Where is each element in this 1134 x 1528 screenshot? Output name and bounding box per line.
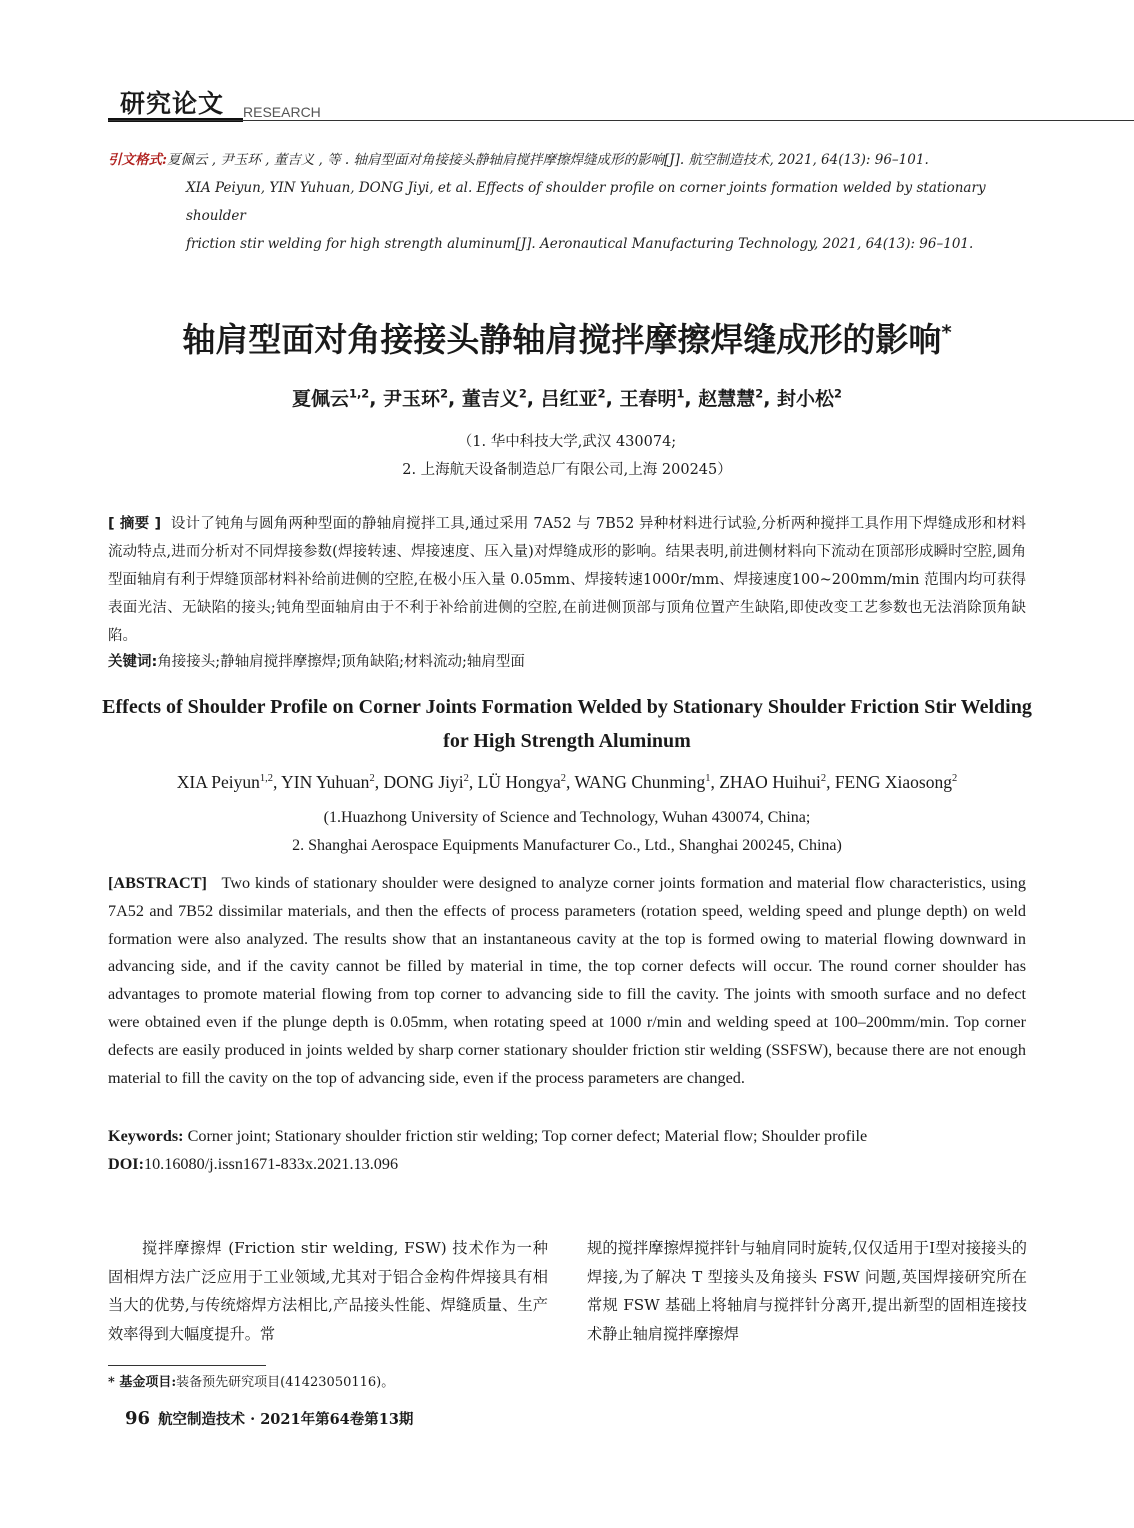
title-cn-text: 轴肩型面对角接接头静轴肩搅拌摩擦焊缝成形的影响 (182, 320, 942, 359)
affiliations-cn (0, 428, 1134, 484)
abstract-en-label: [ABSTRACT] (108, 874, 207, 892)
author-cn: 王春明$^1$, (619, 386, 692, 410)
title-en: Effects of Shoulder Profile on Corner Joints Formation Welded by Stationary Shoulder Friction Stir Welding for High Strength Aluminum (102, 696, 1032, 752)
journal-issue: 航空制造技术 · 2021年第64卷第13期 (158, 1411, 414, 1428)
citation-line-3: friction stir welding for high strength aluminum[J]. Aeronautical Manufacturing Technology, 2021, 64(13): 96–101. (186, 236, 974, 252)
keywords-cn (108, 648, 1026, 676)
author-cn: 吕红亚$^2$, (540, 386, 613, 410)
footnote-rule (108, 1365, 266, 1366)
section-subtitle: RESEARCH (243, 104, 321, 120)
affiliation-en-2: 2. Shanghai Aerospace Equipments Manufacturer Co., Ltd., Shanghai 200245, China) (292, 837, 842, 854)
author-cn: 董吉义$^2$, (461, 386, 535, 410)
body-column-left: 搅拌摩擦焊 (Friction stir welding, FSW) 技术作为一种固相焊方法广泛应用于工业领域,尤其对于铝合金构件焊接具有相当大的优势,与传统熔焊方法相比,产品接头性能、焊缝质量、生产效率得到大幅度提升。常 (108, 1239, 548, 1343)
doi-label: DOI: (108, 1155, 144, 1173)
author-cn: 尹玉环$^2$, (383, 386, 456, 410)
author-en: ZHAO Huihui$^2$, (719, 772, 831, 792)
author-en: LÜ Hongya$^2$, (477, 772, 571, 792)
keywords-en-text: Corner joint; Stationary shoulder friction stir welding; Top corner defect; Material flow; Shoulder profile (187, 1127, 868, 1145)
keywords-en (108, 1122, 1038, 1150)
abstract-en (108, 870, 1026, 1092)
abstract-cn-label: [ 摘要 ] (108, 516, 162, 532)
keywords-en-label: Keywords: (108, 1127, 184, 1145)
abstract-cn-text: 设计了钝角与圆角两种型面的静轴肩搅拌工具,通过采用 7A52 与 7B52 异种材料进行试验,分析两种搅拌工具作用下焊缝成形和材料流动特点,进而分析对不同焊接参数(焊接转速、焊接速度、压入量)对焊缝成形的影响。结果表明,前进侧材料向下流动在顶部形成瞬时空腔,圆角型面轴肩有利于焊缝顶部材料补给前进侧的空腔,在极小压入量 0.05mm、焊接转速1000r/mm、焊接速度100~200mm/min 范围内均可获得表面光洁、无缺陷的接头;钝角型面轴肩由于不利于补给前进侧的空腔,在前进侧顶部与顶角位置产生缺陷,即使改变工艺参数也无法消除顶角缺陷。 (108, 516, 1027, 644)
authors-en (0, 772, 1134, 793)
abstract-en-text: Two kinds of stationary shoulder were designed to analyze corner joints formation and material flow characteristics, using 7A52 and 7B52 dissimilar materials, and then the effects of process parameters (rotation speed, welding speed and plunge depth) on weld formation were also analyzed. The results show that an instantaneous cavity at the top is formed owing to material flowing downward in advancing side, and if the cavity cannot be filled by material in time, the top corner defects will occur. The round corner shoulder has advantages to promote material flowing from top corner to advancing side to fill the cavity. The joints with smooth surface and no defect were obtained even if the plunge depth is 0.05mm, when rotating speed at 1000 r/min and welding speed at 100–200mm/min. Top corner defects are easily produced in joints welded by sharp corner stationary shoulder friction stir welding (SSFSW), because there are not enough material to fill the cavity on the top of advancing side, even if the process parameters are changed. (108, 874, 1026, 1087)
author-en: DONG Jiyi$^2$, (383, 772, 474, 792)
page-footer (125, 1408, 413, 1429)
body-column-right: 规的搅拌摩擦焊搅拌针与轴肩同时旋转,仅仅适用于I型对接接头的焊接,为了解决 T 型接头及角接头 FSW 问题,英国焊接研究所在常规 FSW 基础上将轴肩与搅拌针分离开,提出新型的固相连接技术静止轴肩搅拌摩擦焊 (587, 1239, 1027, 1343)
author-en: XIA Peiyun$^{1,2}$, (176, 772, 278, 792)
doi-text: 10.16080/j.issn1671-833x.2021.13.096 (143, 1155, 399, 1173)
affiliation-cn-1: （1. 华中科技大学,武汉 430074; (457, 434, 677, 450)
affiliations-en (0, 804, 1134, 860)
keywords-cn-text: 角接接头;静轴肩搅拌摩擦焊;顶角缺陷;材料流动;轴肩型面 (157, 654, 525, 670)
citation-line-1: 夏佩云 , 尹玉环 , 董吉义 , 等 . 轴肩型面对角接接头静轴肩搅拌摩擦焊缝成形的影响[J]. 航空制造技术, 2021, 64(13): 96–101. (166, 152, 929, 168)
abstract-cn (108, 510, 1026, 650)
title-cn (0, 314, 1134, 361)
title-footnote-mark: * (941, 321, 952, 344)
author-en: YIN Yuhuan$^2$, (281, 772, 380, 792)
citation-line-2: XIA Peiyun, YIN Yuhuan, DONG Jiyi, et al. Effects of shoulder profile on corner joints formation welded by stationary shoulder (186, 180, 986, 224)
citation-label: 引文格式: (108, 152, 167, 168)
author-cn: 夏佩云$^{1,2}$, (292, 386, 377, 410)
authors-cn (0, 384, 1134, 411)
footnote (108, 1372, 394, 1394)
section-title: 研究论文 (120, 89, 225, 118)
affiliation-cn-2: 2. 上海航天设备制造总厂有限公司,上海 200245） (402, 462, 732, 478)
author-en: FENG Xiaosong$^2$ (834, 772, 958, 792)
footnote-text: 装备预先研究项目(41423050116)。 (176, 1375, 395, 1390)
keywords-cn-label: 关键词: (108, 654, 158, 670)
doi (108, 1150, 1038, 1178)
author-en: WANG Chunming$^1$, (574, 772, 715, 792)
author-cn: 封小松$^2$ (777, 386, 842, 410)
header-rule (108, 120, 1134, 121)
page-number: 96 (125, 1408, 151, 1429)
affiliation-en-1: (1.Huazhong University of Science and Technology, Wuhan 430074, China; (323, 809, 811, 826)
author-cn: 赵慧慧$^2$, (698, 386, 771, 410)
footnote-label: * 基金项目: (108, 1375, 177, 1390)
citation-block (108, 146, 1038, 258)
